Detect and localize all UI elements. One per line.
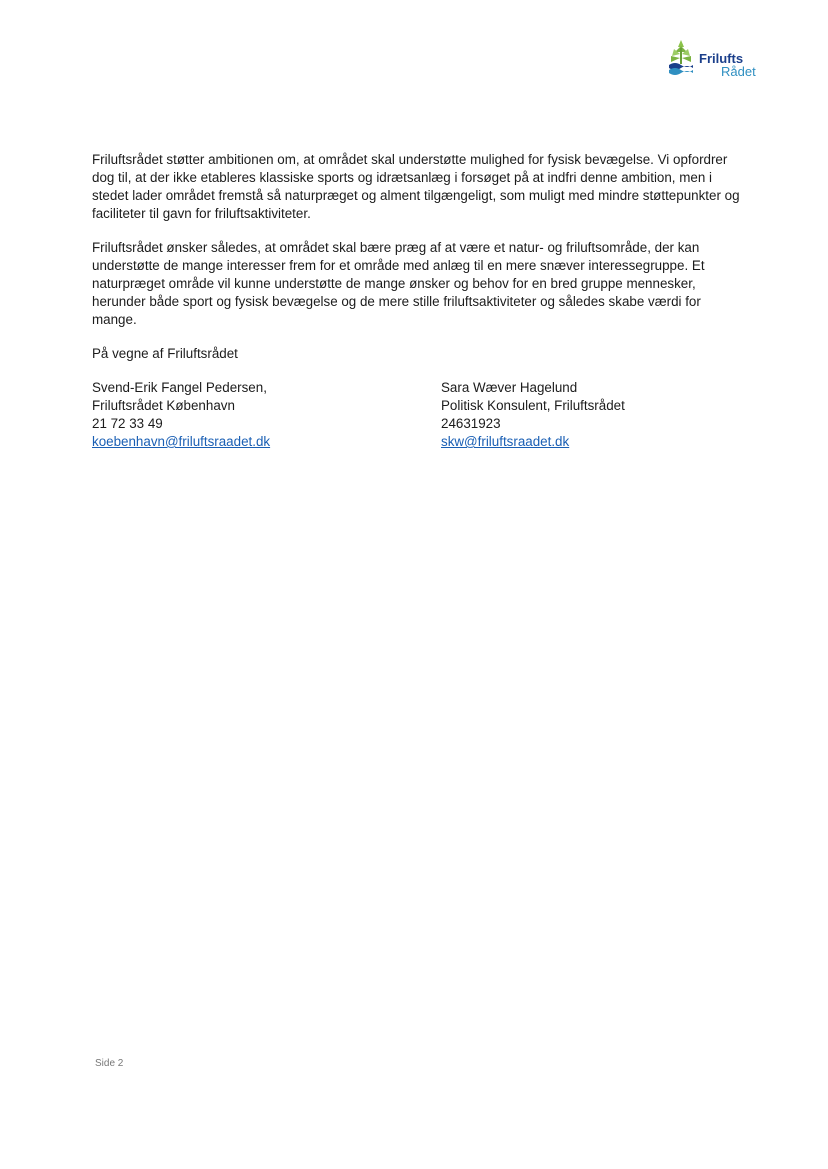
signatory-1	[92, 379, 270, 451]
signatory-2	[441, 379, 625, 451]
signatory-name: Sara Wæver Hagelund	[441, 380, 578, 395]
signatory-title: Politisk Konsulent, Friluftsrådet	[441, 398, 625, 413]
signatory-phone: 24631923	[441, 416, 501, 431]
leaf-logo-icon	[668, 38, 694, 76]
friluftsraadet-logo	[668, 38, 768, 84]
signature-block	[92, 379, 744, 459]
logo-text-line2: Rådet	[721, 64, 756, 79]
logo-text-line1: Frilufts	[699, 51, 744, 66]
signatory-email-link[interactable]: skw@friluftsraadet.dk	[441, 434, 570, 449]
signatory-phone: 21 72 33 49	[92, 416, 163, 431]
signatory-name: Svend-Erik Fangel Pedersen,	[92, 380, 267, 395]
paragraph-1: Friluftsrådet støtter ambitionen om, at området skal understøtte mulighed for fysisk bevægelse. Vi opfordrer dog til, at der ikke etableres klassiske sports og idrætsanlæg i forsøget på at indfri denne ambition, men i stedet lader området fremstå så naturpræget og alment tilgængeligt, som muligt med mindre støttepunkter og faciliteter til gavn for friluftsaktiviteter.	[92, 152, 740, 221]
page-number: Side 2	[95, 1058, 124, 1069]
signatory-email-link[interactable]: koebenhavn@friluftsraadet.dk	[92, 434, 271, 449]
signatory-title: Friluftsrådet København	[92, 398, 235, 413]
letter-body	[92, 151, 744, 459]
paragraph-2: Friluftsrådet ønsker således, at området skal bære præg af at være et natur- og friluftsområde, der kan understøtte de mange interesser frem for et område med anlæg til en mere snæver interessegruppe. Et naturpræget område vil kunne understøtte de mange ønsker og behov for en bred gruppe mennesker, herunder både sport og fysisk bevægelse og de mere stille friluftsaktiviteter og således skabe værdi for mange.	[92, 240, 705, 327]
closing-line: På vegne af Friluftsrådet	[92, 346, 238, 361]
